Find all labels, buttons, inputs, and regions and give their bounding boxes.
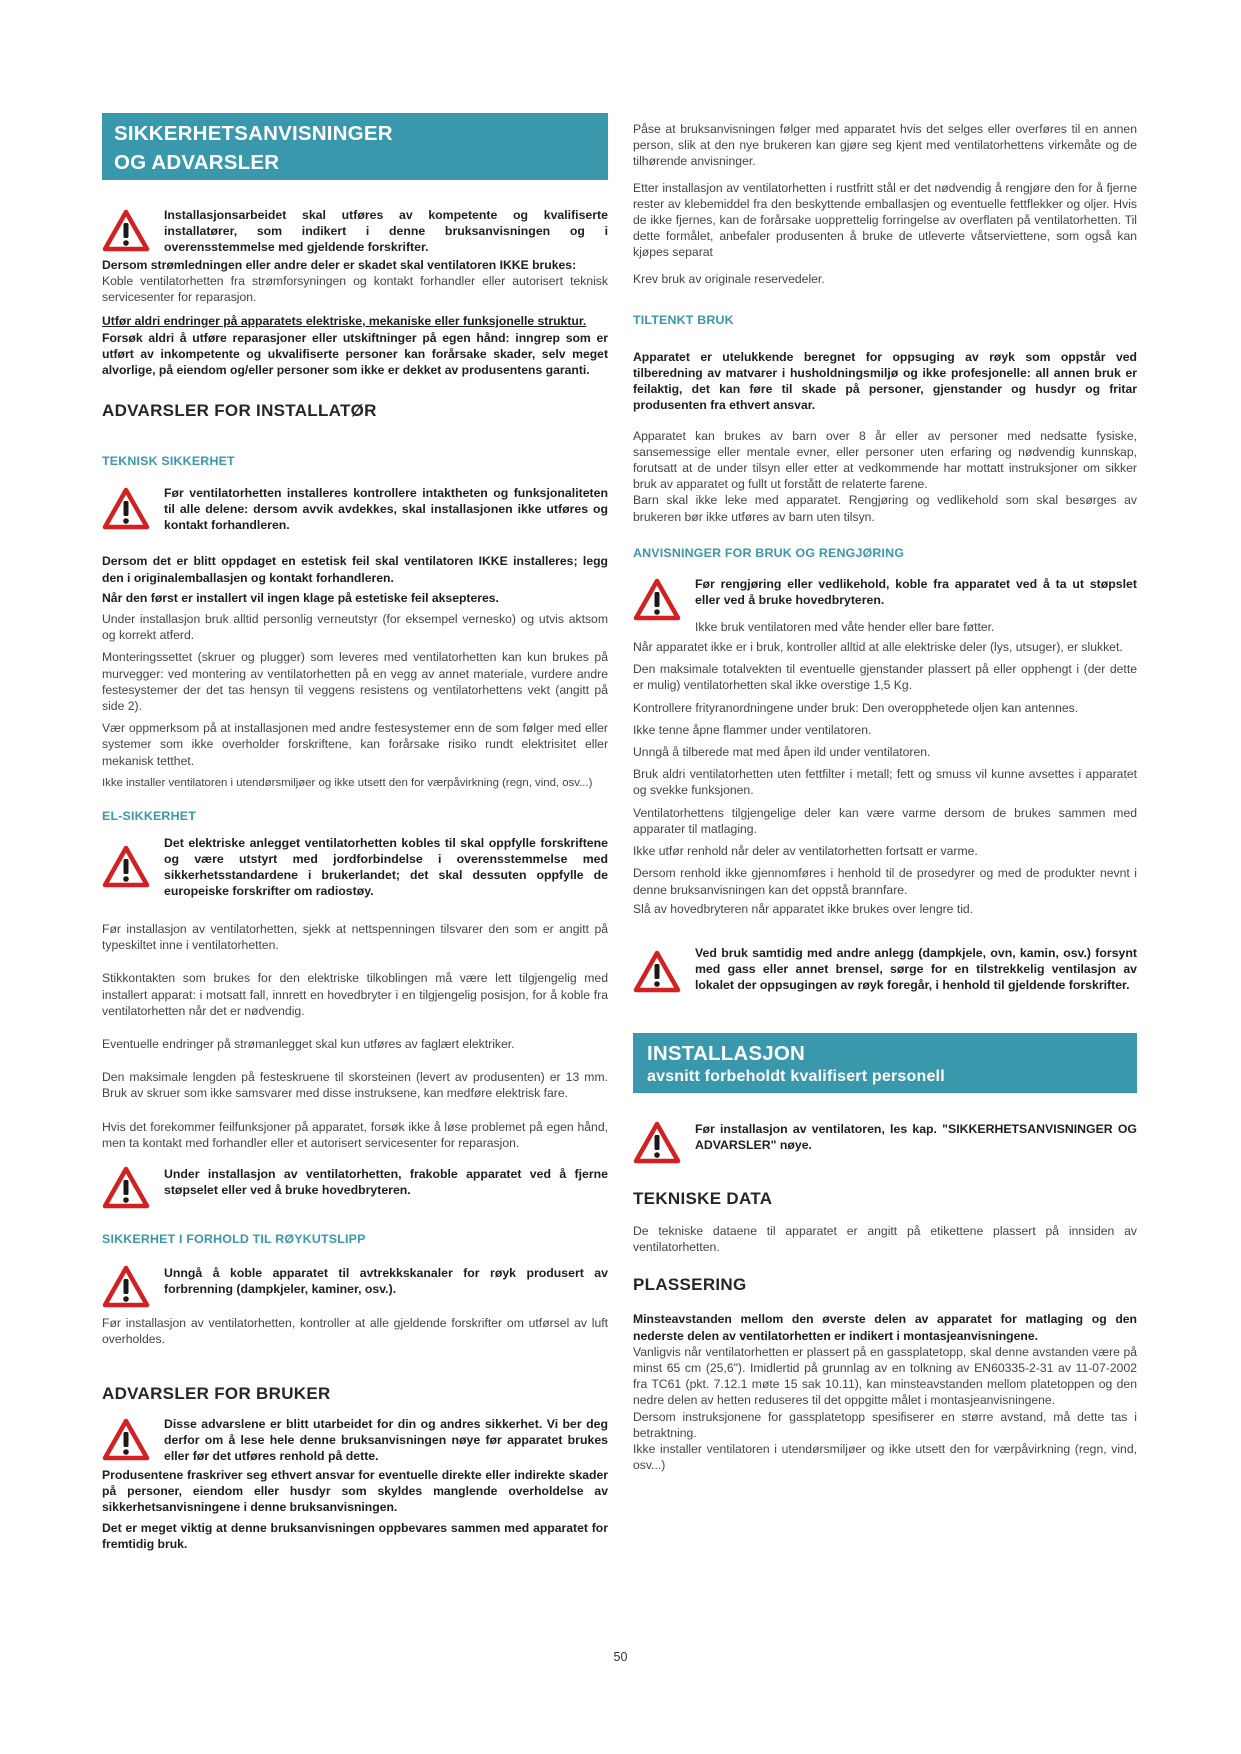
warning-block (633, 1119, 1137, 1165)
warning-triangle-icon (102, 487, 150, 531)
right-column (633, 121, 1137, 1473)
paragraph: Minsteavstanden mellom den øverste delen av apparatet for matlaging og den nederste delen av ventilatorhetten er indikert i montasjeanvisningene. (633, 1312, 1137, 1343)
section-heading: ADVARSLER FOR INSTALLATØR (102, 401, 377, 421)
section-heading: PLASSERING (633, 1275, 747, 1295)
paragraph: Ikke bruk ventilatoren med våte hender eller bare føtter. (695, 619, 995, 634)
section-heading: TEKNISKE DATA (633, 1188, 773, 1208)
paragraph: Ikke installer ventilatoren i utendørsmiljøer og ikke utsett den for værpåvirkning (regn, vind, osv...) (633, 1441, 1137, 1473)
banner-line-2: OG ADVARSLER (114, 151, 280, 174)
paragraph: Dersom det er blitt oppdaget en estetisk feil skal ventilatoren IKKE installeres; legg den i originalemballasjen og kontakt forhandleren. (102, 554, 608, 585)
warning-text: Unngå å koble apparatet til avtrekkskanaler for røyk produsert av forbrenning (dampkjeler, kaminer, osv.). (164, 1266, 608, 1297)
warning-triangle-icon (102, 845, 150, 889)
section-banner-installation (633, 1033, 1137, 1093)
banner-line-1: SIKKERHETSANVISNINGER (114, 122, 393, 145)
paragraph: Ikke tenne åpne flammer under ventilatoren. (633, 722, 872, 737)
warning-triangle-icon (633, 578, 681, 622)
warning-block (102, 1263, 608, 1309)
paragraph: Hvis det forekommer feilfunksjoner på apparatet, forsøk ikke å løse problemet på egen hånd, men ta kontakt med forhandler eller et autorisert servicesenter for reparasjon. (102, 1119, 608, 1150)
warning-text: Før installasjon av ventilatoren, les kap. "SIKKERHETSANVISNINGER OG ADVARSLER" nøye. (695, 1121, 1137, 1152)
banner-line-2: avsnitt forbeholdt kvalifisert personell (647, 1067, 945, 1085)
paragraph: Apparatet er utelukkende beregnet for oppsuging av røyk som oppstår ved tilberedning av matvarer i husholdningsmiljø og ikke profesjonelle: all annen bruk er feilaktig, det kan føre til skade på personer, gjenstander og husdyr og fritar produsenten fra ethvert ansvar. (633, 349, 1137, 413)
section-banner-safety (102, 113, 608, 180)
paragraph: Bruk aldri ventilatorhetten uten fettfilter i metall; fett og smuss vil kunne avsettes i apparatet og svekke funksjonen. (633, 767, 1137, 798)
warning-block (102, 207, 608, 255)
warning-block (102, 1164, 608, 1210)
subsection-heading: TILTENKT BRUK (633, 312, 734, 327)
warning-block (633, 576, 1137, 635)
warning-text: Før ventilatorhetten installeres kontrollere intaktheten og funksjonaliteten til alle delene: dersom avvik avdekkes, skal installasjonen ikke utføres og kontakt forhandleren. (164, 486, 608, 533)
paragraph: Det er meget viktig at denne bruksanvisningen oppbevares sammen med apparatet for fremtidig bruk. (102, 1521, 608, 1552)
paragraph: Apparatet kan brukes av barn over 8 år eller av personer med nedsatte fysiske, sansemessige eller mentale evner, eller personer uten erfaring og nødvendig kunnskap, forutsatt at de under tilsyn eller etter at vedkommende har mottatt instruksjoner om sikker bruk av apparatet og fullt ut forstått de relaterte farene. (633, 428, 1137, 492)
warning-block (102, 835, 608, 899)
page-number: 50 (613, 1650, 628, 1664)
paragraph: Den maksimale totalvekten til eventuelle gjenstander plassert på eller opphengt i (der dette er mulig) ventilatorhetten skal ikke overstige 1,5 Kg. (633, 662, 1137, 693)
paragraph: Ikke installer ventilatoren i utendørsmiljøer og ikke utsett den for værpåvirkning (regn, vind, osv...) (102, 776, 593, 789)
warning-text: Før rengjøring eller vedlikehold, koble fra apparatet ved å ta ut støpslet eller ved å bruke hovedbryteren. (695, 576, 1137, 607)
warning-triangle-icon (102, 1166, 150, 1210)
paragraph: Utfør aldri endringer på apparatets elektriske, mekaniske eller funksjonelle struktur. (102, 313, 587, 328)
paragraph: Eventuelle endringer på strømanlegget skal kun utføres av faglært elektriker. (102, 1037, 515, 1052)
paragraph: Vanligvis når ventilatorhetten er plassert på en gassplatetopp, skal denne avstanden være på minst 65 cm (25,6"). Imidlertid på grunnlag av en tolkning av EN60335-2-31 av 11-07-2002 fra TC61 (pkt. 7.12.1 møte 15 sak 10.11), kan minsteavstanden mellom platetoppen og den nedre delen av hetten reduseres til det oppgitte målet i montasjeanvisningene. (633, 1344, 1137, 1408)
paragraph: Produsentene fraskriver seg ethvert ansvar for eventuelle direkte eller indirekte skader på personer, eiendom eller husdyr som skyldes manglende overholdelse av sikkerhetsanvisningene i denne bruksanvisningen. (102, 1467, 608, 1514)
warning-triangle-icon (102, 1265, 150, 1309)
left-column (102, 113, 608, 1553)
paragraph: Før installasjon av ventilatorhetten, sjekk at nettspenningen tilsvarer den som er angitt på typeskiltet inne i ventilatorhetten. (102, 922, 608, 953)
section-heading: ADVARSLER FOR BRUKER (102, 1383, 331, 1403)
paragraph: Forsøk aldri å utføre reparasjoner eller utskiftninger på egen hånd: inngrep som er utført av inkompetente og ukvalifiserte personer kan forårsake skader, selv meget alvorlige, på eiendom og/eller personer som ikke er dekket av produsentens garanti. (102, 330, 608, 378)
paragraph: Barn skal ikke leke med apparatet. Rengjøring og vedlikehold som skal besørges av brukeren bør ikke utføres av barn uten tilsyn. (633, 493, 1137, 524)
warning-text: Disse advarslene er blitt utarbeidet for din og andres sikkerhet. Vi ber deg derfor om å lese hele denne bruksanvisningen nøye før apparatet brukes eller før det utføres renhold på dette. (164, 1416, 608, 1463)
paragraph: Kontrollere frityranordningene under bruk: Den overopphetede oljen kan antennes. (633, 700, 1079, 715)
warning-block (102, 1416, 608, 1464)
subsection-heading: SIKKERHET I FORHOLD TIL RØYKUTSLIPP (102, 1232, 366, 1247)
paragraph: Før installasjon av ventilatorhetten, kontroller at alle gjeldende forskrifter om utførsel av luft overholdes. (102, 1316, 608, 1347)
warning-triangle-icon (633, 950, 681, 994)
paragraph: Påse at bruksanvisningen følger med apparatet hvis det selges eller overføres til en annen person, slik at den nye brukeren kan gjøre seg kjent med ventilatorhettens virkemåte og de tilhørende anvisninger. (633, 122, 1137, 169)
paragraph: Koble ventilatorhetten fra strømforsyningen og kontakt forhandler eller autorisert teknisk servicesenter for reparasjon. (102, 274, 608, 305)
paragraph: Vær oppmerksom på at installasjonen med andre festesystemer enn de som følger med eller systemer som ikke overholder forskriftene, kan forårsake risiko rundt elektrisitet eller mekanisk tetthet. (102, 721, 608, 768)
warning-text: Under installasjon av ventilatorhetten, frakoble apparatet ved å fjerne støpselet eller ved å bruke hovedbryteren. (164, 1167, 608, 1198)
warning-text: Installasjonsarbeidet skal utføres av kompetente og kvalifiserte installatører, som indikert i denne bruksanvisningen og i overensstemmelse med gjeldende forskrifter. (164, 208, 608, 254)
paragraph: Slå av hovedbryteren når apparatet ikke brukes over lengre tid. (633, 901, 974, 916)
paragraph: Etter installasjon av ventilatorhetten i rustfritt stål er det nødvendig å rengjøre den for å fjerne rester av klebemiddel fra den beskyttende emballasjen og eventuelle fettflekker og oljer. Hvis de ikke fjernes, kan de forårsake uopprettelig forringelse av overflaten på ventilatorhetten. Til dette formålet, anbefaler produsenten å bruke de utleverte våtserviettene, som også kan kjøpes separat (633, 180, 1137, 260)
warning-triangle-icon (633, 1121, 681, 1165)
paragraph: De tekniske dataene til apparatet er angitt på etikettene plassert på innsiden av ventilatorhetten. (633, 1223, 1137, 1255)
paragraph: Krev bruk av originale reservedeler. (633, 271, 825, 286)
warning-text: Det elektriske anlegget ventilatorhetten kobles til skal oppfylle forskriftene og være utstyrt med jordforbindelse i overensstemmelse med sikkerhetsstandardene i brukerlandet; det skal dessuten oppfylle de europeiske forskrifter om radiostøy. (164, 836, 608, 899)
warning-text: Ved bruk samtidig med andre anlegg (dampkjele, ovn, kamin, osv.) forsynt med gass eller annet brensel, sørge for en tilstrekkelig ventilasjon av lokalet der oppsugingen av røyk foregår, i henhold til gjeldende forskrifter. (695, 945, 1137, 992)
subsection-heading: TEKNISK SIKKERHET (102, 454, 235, 469)
paragraph: Ventilatorhettens tilgjengelige deler kan være varme dersom de brukes sammen med apparater til matlaging. (633, 805, 1137, 836)
warning-block (633, 945, 1137, 994)
warning-triangle-icon (102, 209, 150, 253)
paragraph: Ikke utfør renhold når deler av ventilatorhetten fortsatt er varme. (633, 844, 978, 859)
paragraph: Den maksimale lengden på festeskruene til skorsteinen (levert av produsenten) er 13 mm. Bruk av skruer som ikke samsvarer med disse instruksene, kan medføre elektrisk fare. (102, 1070, 608, 1101)
paragraph: Monteringssettet (skruer og plugger) som leveres med ventilatorhetten kan kun brukes på murvegger: ved montering av ventilatorhetten på en vegg av annet materiale, vurdere andre festesystemer der det tas hensyn til veggens resistens og ventilatorhettens vekt (angitt på side 2). (102, 650, 608, 714)
paragraph: Når apparatet ikke er i bruk, kontroller alltid at alle elektriske deler (lys, utsuger), er slukket. (633, 640, 1123, 655)
warning-block (102, 485, 608, 533)
warning-triangle-icon (102, 1418, 150, 1462)
subsection-heading: EL-SIKKERHET (102, 809, 196, 824)
subsection-heading: ANVISNINGER FOR BRUK OG RENGJØRING (633, 545, 905, 560)
paragraph: Stikkontakten som brukes for den elektriske tilkoblingen må være lett tilgjengelig med installert apparat: i motsatt fall, innrett en hovedbryter i en tilgjengelig posisjon, for å koble fra ventilatorhetten når det er nødvendig. (102, 971, 608, 1018)
paragraph: Dersom strømledningen eller andre deler er skadet skal ventilatoren IKKE brukes: (102, 258, 577, 272)
paragraph: Dersom instruksjonene for gassplatetopp spesifiserer en større avstand, må dette tas i betraktning. (633, 1409, 1137, 1440)
paragraph: Under installasjon bruk alltid personlig verneutstyr (for eksempel vernesko) og utvis aktsom og korrekt atferd. (102, 612, 608, 643)
paragraph: Dersom renhold ikke gjennomføres i henhold til de prosedyrer og med de produkter nevnt i denne bruksanvisningen kan det oppstå brannfare. (633, 866, 1137, 897)
paragraph: Når den først er installert vil ingen klage på estetiske feil aksepteres. (102, 590, 499, 605)
paragraph: Unngå å tilberede mat med åpen ild under ventilatoren. (633, 745, 931, 760)
banner-line-1: INSTALLASJON (647, 1041, 806, 1065)
